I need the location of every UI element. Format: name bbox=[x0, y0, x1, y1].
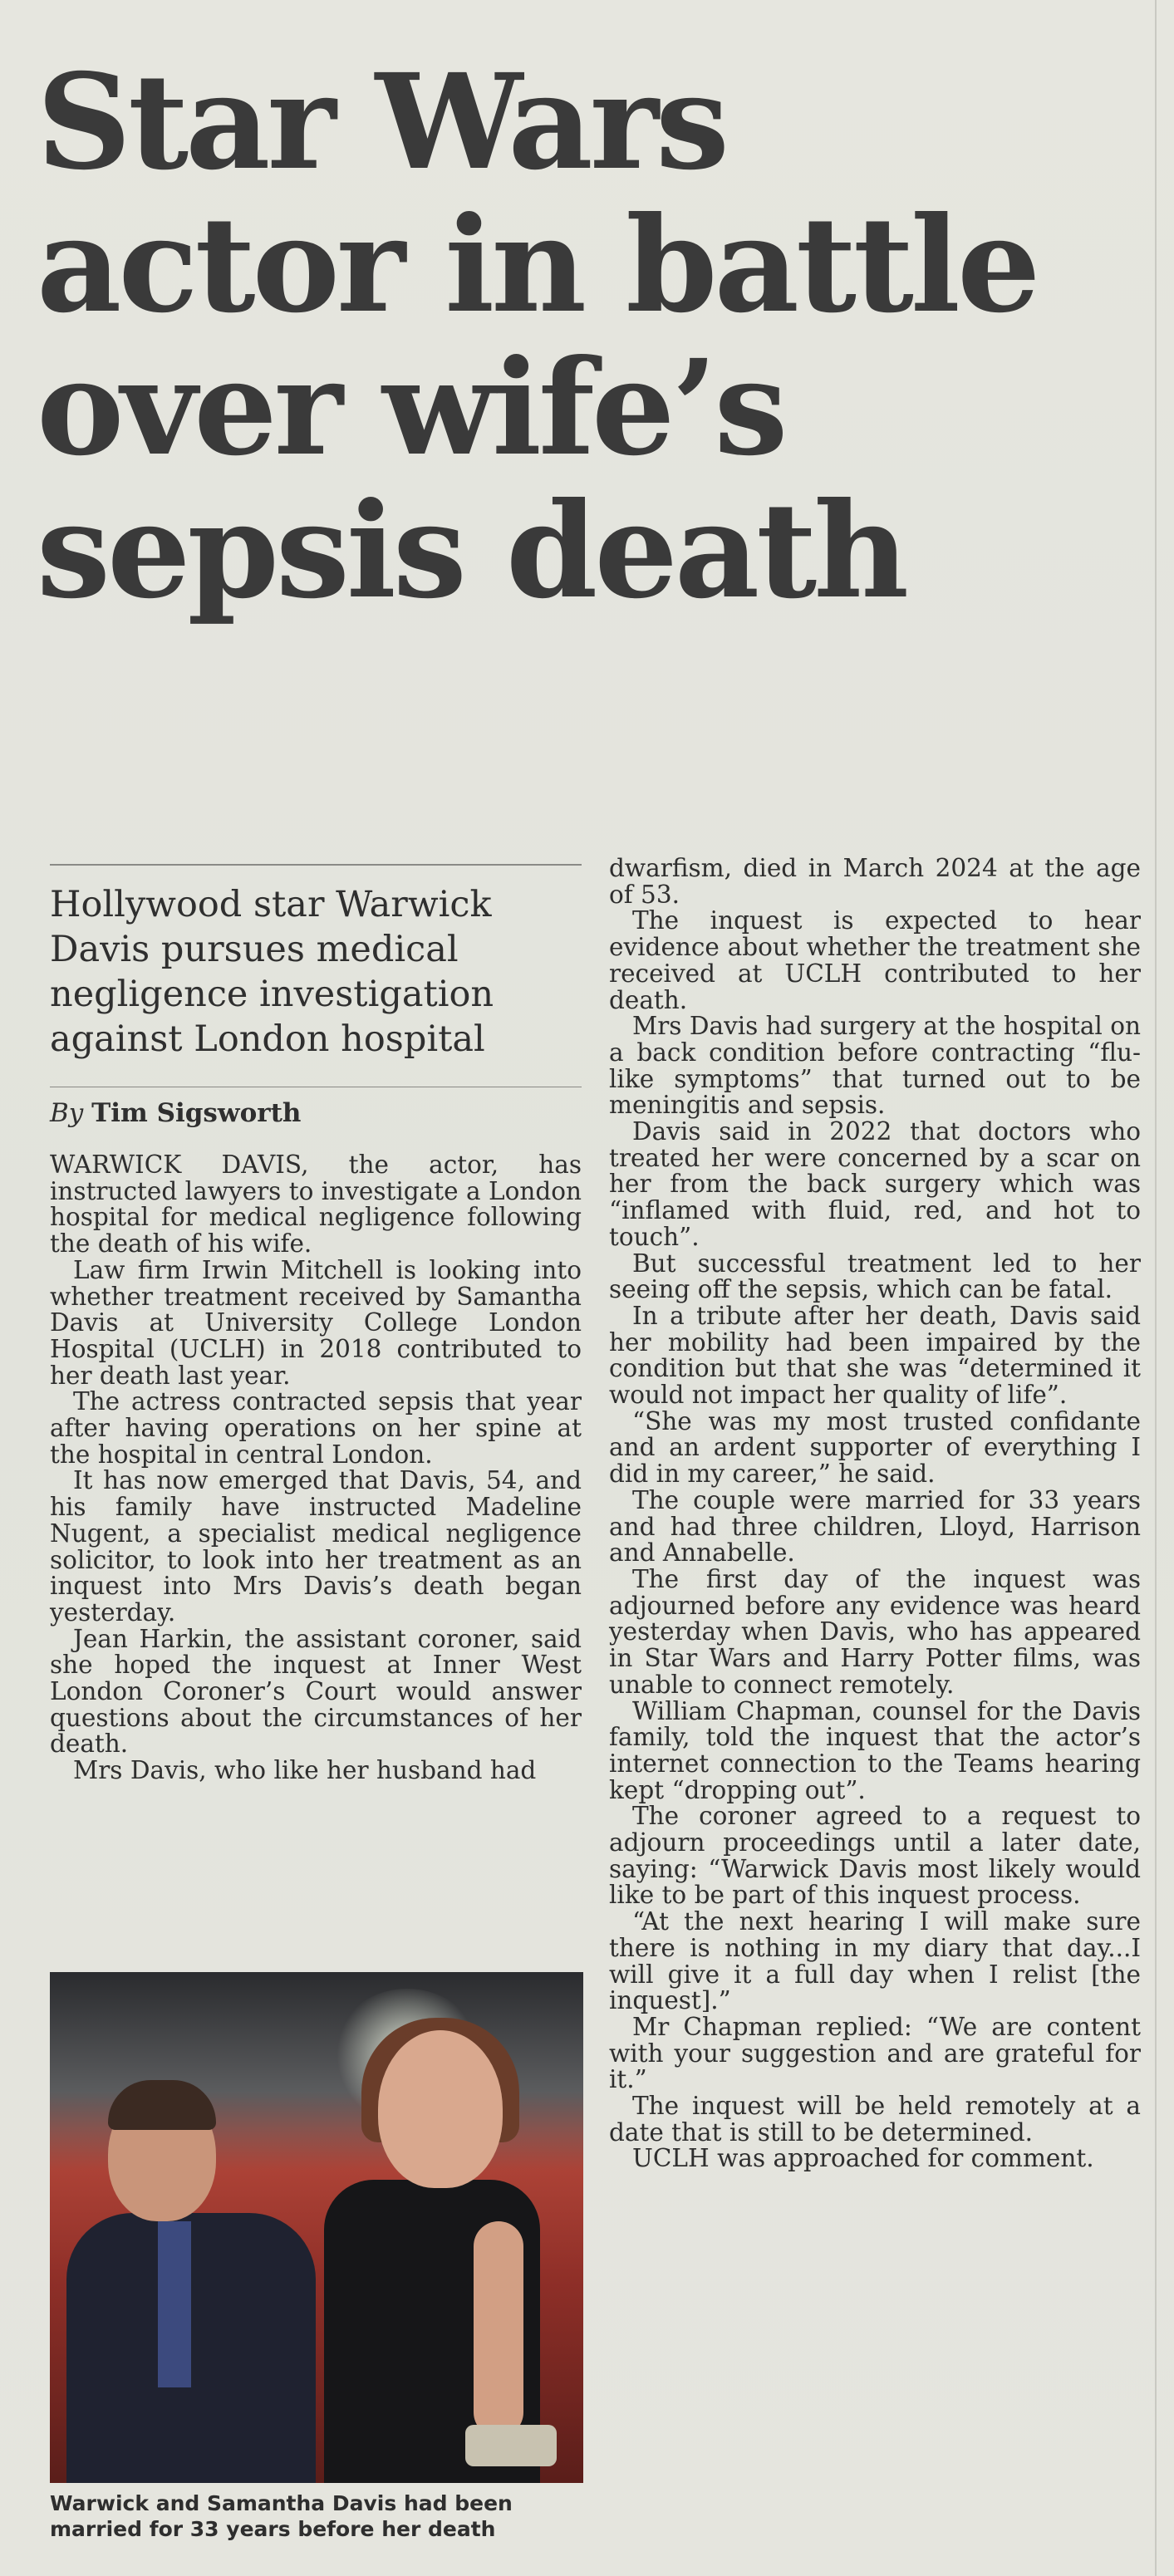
headline bbox=[37, 46, 1142, 628]
headline-line: actor in battle bbox=[37, 189, 1038, 342]
photo-caption: Warwick and Samantha Davis had been married for 33 years before her death bbox=[50, 2491, 513, 2541]
standfirst-top-rule bbox=[50, 864, 582, 866]
paragraph: The first day of the inquest was adjourned before any evidence was heard yesterday when Davis, who has appeared in Star Wars and Harry Potter films, was unable to connect remotely. bbox=[609, 1564, 1141, 1699]
byline bbox=[50, 1097, 582, 1130]
byline-prefix: By bbox=[50, 1098, 84, 1128]
paragraph: Mrs Davis had surgery at the hospital on a back condition before contracting “flu-like symptoms” that turned out to be meningitis and sepsis. bbox=[609, 1012, 1141, 1120]
paragraph: WARWICK DAVIS, the actor, has instructed lawyers to investigate a London hospital for medical negligence following the death of his wife. bbox=[50, 1151, 582, 1259]
headline-line: Star Wars bbox=[37, 46, 726, 199]
paragraph: UCLH was approached for comment. bbox=[632, 2144, 1094, 2173]
photo-man-suit bbox=[66, 2213, 316, 2483]
paragraph: Davis said in 2022 that doctors who treated her were concerned by a scar on her from the back surgery which was “inflamed with fluid, red, and hot to touch”. bbox=[609, 1117, 1141, 1251]
paragraph: The inquest will be held remotely at a date that is still to be determined. bbox=[609, 2092, 1141, 2147]
paragraph: Law firm Irwin Mitchell is looking into whether treatment received by Samantha Davis at University College London Hospital (UCLH) in 2018 contributed to her death last year. bbox=[50, 1255, 582, 1390]
paragraph: The coroner agreed to a request to adjourn proceedings until a later date, saying: “Warwick Davis most likely would like to be part of this inquest process. bbox=[609, 1802, 1141, 1910]
page-edge bbox=[1155, 0, 1157, 2576]
paragraph: Mr Chapman replied: “We are content with your suggestion and are grateful for it.” bbox=[609, 2012, 1141, 2094]
paragraph: In a tribute after her death, Davis said her mobility had been impaired by the condition but that she was “determined it would not impact her quality of life”. bbox=[609, 1301, 1141, 1410]
paragraph: Jean Harkin, the assistant coroner, said she hoped the inquest at Inner West London Coroner’s Court would answer questions about the circumstances of her death. bbox=[50, 1624, 582, 1759]
paragraph: “She was my most trusted confidante and an ardent supporter of everything I did in my career,” he said. bbox=[609, 1406, 1141, 1489]
paragraph: It has now emerged that Davis, 54, and his family have instructed Madeline Nugent, a specialist medical negligence solicitor, to look into her treatment as an inquest into Mrs Davis’s death began yesterday. bbox=[50, 1466, 582, 1627]
paragraph: Mrs Davis, who like her husband had bbox=[73, 1756, 537, 1785]
headline-line: sepsis death bbox=[37, 474, 906, 628]
paragraph: The inquest is expected to hear evidence about whether the treatment she received at UCLH contributed to her death. bbox=[609, 906, 1141, 1014]
paragraph: The actress contracted sepsis that year after having operations on her spine at the hospital in central London. bbox=[50, 1387, 582, 1469]
paragraph: “At the next hearing I will make sure there is nothing in my diary that day...I will give it a full day when I relist [the inquest].” bbox=[609, 1907, 1141, 2015]
article-column-left bbox=[50, 1152, 582, 1784]
paragraph: dwarfism, died in March 2024 at the age of 53. bbox=[609, 854, 1141, 909]
headline-line: over wife’s bbox=[37, 331, 785, 485]
byline-author: Tim Sigsworth bbox=[91, 1098, 302, 1128]
paragraph: But successful treatment led to her seeing off the sepsis, which can be fatal. bbox=[609, 1249, 1141, 1304]
photo-man-tie bbox=[158, 2221, 191, 2387]
photo-woman-head bbox=[378, 2030, 503, 2188]
paragraph: The couple were married for 33 years and had three children, Lloyd, Harrison and Annabelle. bbox=[609, 1485, 1141, 1568]
article-photo bbox=[50, 1972, 583, 2483]
standfirst: Hollywood star Warwick Davis pursues medical negligence investigation against London hospital bbox=[50, 884, 494, 1060]
photo-clutch-bag bbox=[465, 2425, 557, 2466]
article-column-right bbox=[609, 856, 1141, 2172]
photo-woman-arm bbox=[474, 2221, 523, 2437]
paragraph: William Chapman, counsel for the Davis family, told the inquest that the actor’s internet connection to the Teams hearing kept “dropping out”. bbox=[609, 1696, 1141, 1804]
